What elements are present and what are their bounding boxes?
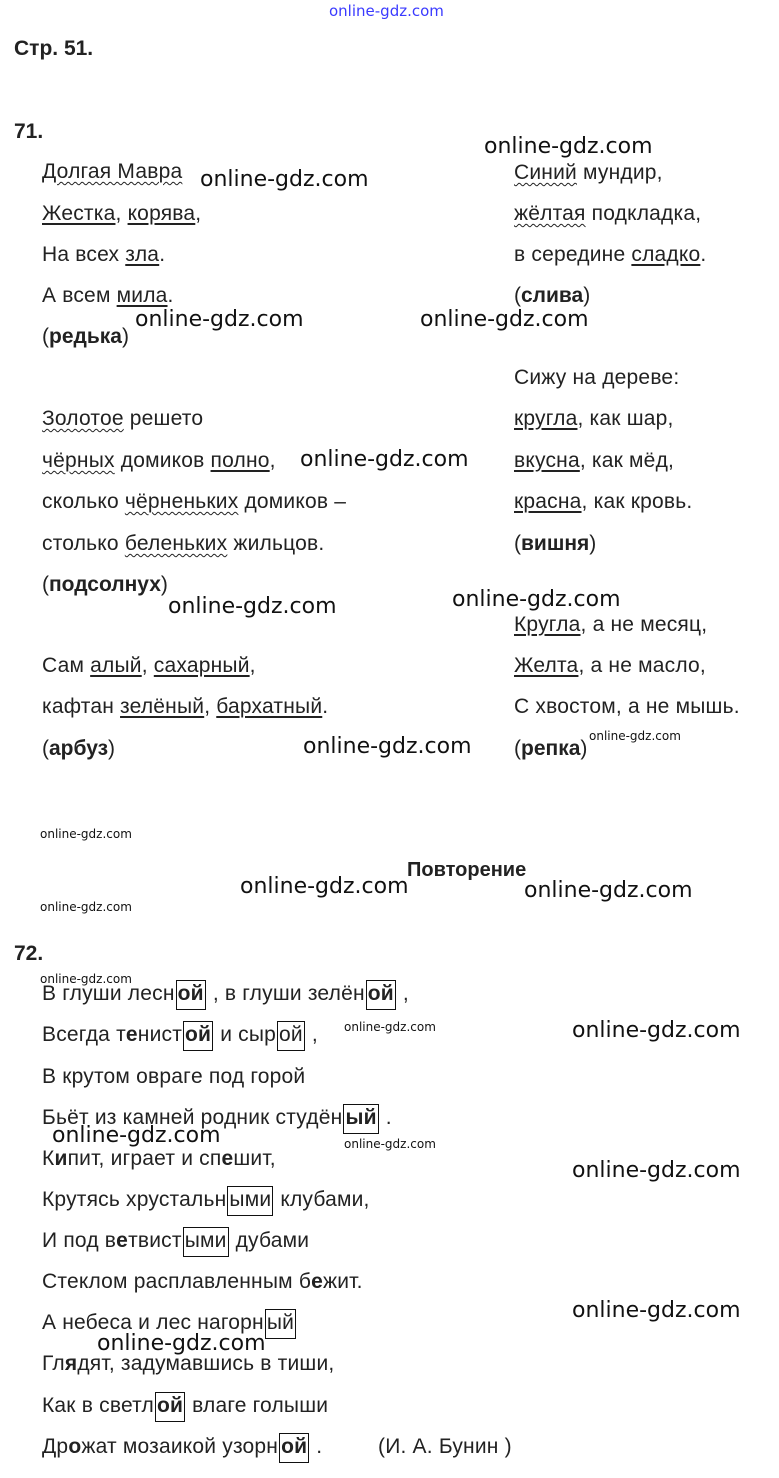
- riddle-3-line-1: [42, 654, 256, 678]
- text: .: [310, 1435, 323, 1458]
- comma: ,: [115, 202, 122, 225]
- text: Как в светл: [42, 1394, 154, 1417]
- text: ,: [141, 654, 154, 677]
- watermark: online-gdz.com: [300, 447, 469, 472]
- answer-word: вишня: [521, 532, 590, 555]
- riddle-6-line-3: С хвостом, а не мышь.: [514, 695, 740, 718]
- text: И под в: [42, 1229, 117, 1252]
- text: Сам: [42, 654, 91, 677]
- section-heading: Повторение: [407, 859, 527, 881]
- text: домиков –: [238, 490, 347, 513]
- riddle-2-line-3: [42, 490, 346, 514]
- text: решето: [123, 407, 204, 430]
- text: ,: [396, 982, 409, 1005]
- ending-box: ыми: [183, 1227, 229, 1257]
- watermark: online-gdz.com: [572, 1298, 741, 1323]
- period: .: [159, 243, 166, 266]
- answer-word: редька: [49, 325, 122, 348]
- ending-box: ой: [277, 1021, 305, 1051]
- vowel-highlight: е: [116, 1229, 129, 1252]
- riddle-5-answer: (вишня): [514, 532, 597, 555]
- text: ,: [305, 1023, 318, 1046]
- text: А небеса и лес нагорн: [42, 1311, 264, 1334]
- riddle-3-word-sakharnyi: сахарный: [153, 654, 250, 677]
- riddle-3-word-zelenyi: зелёный: [120, 695, 205, 718]
- riddle-1-answer: (редька): [42, 325, 129, 348]
- text: сколько: [42, 490, 125, 513]
- riddle-1-word-zhestka: Жестка: [42, 202, 116, 225]
- text: В крутом оврагe под горой: [42, 1065, 306, 1088]
- watermark: online-gdz.com: [52, 1123, 221, 1148]
- watermark-small: online-gdz.com: [344, 1020, 436, 1034]
- riddle-6-answer: (репка): [514, 737, 588, 760]
- watermark-small: online-gdz.com: [344, 1137, 436, 1151]
- riddle-6-word-krugla: Кругла: [514, 613, 581, 636]
- answer-word: слива: [521, 284, 584, 307]
- watermark: online-gdz.com: [200, 167, 369, 192]
- text: , как мёд,: [579, 449, 675, 472]
- riddle-2-word-chernykh: чёрных: [42, 449, 115, 472]
- riddle-2-line-4: [42, 532, 324, 556]
- ending-box: ой: [183, 1021, 213, 1051]
- text: В глуши лесн: [42, 982, 175, 1005]
- text: , как кровь.: [581, 490, 693, 513]
- poem-line-2: [42, 1021, 318, 1051]
- text: жильцов.: [227, 532, 325, 555]
- answer-word: арбуз: [49, 737, 109, 760]
- period: .: [167, 284, 174, 307]
- text: подкладка,: [585, 202, 702, 225]
- watermark: online-gdz.com: [303, 734, 472, 759]
- riddle-1-word-mila: мила: [116, 284, 168, 307]
- riddle-4-answer: (слива): [514, 284, 591, 307]
- poem-line-6: [42, 1186, 370, 1216]
- watermark: online-gdz.com: [484, 134, 653, 159]
- ending-box: ой: [279, 1433, 309, 1463]
- vowel-highlight: е: [125, 1023, 138, 1046]
- riddle-5-line-3: [514, 449, 674, 473]
- watermark: online-gdz.com: [524, 878, 693, 903]
- text: Всегда т: [42, 1023, 126, 1046]
- riddle-4-line-2: [514, 202, 701, 226]
- vowel-highlight: е: [221, 1147, 234, 1170]
- watermark: online-gdz.com: [420, 307, 589, 332]
- text: дубами: [229, 1229, 310, 1252]
- riddle-1-line-3: [42, 243, 165, 267]
- text: в середине: [514, 243, 632, 266]
- poem-line-7: [42, 1227, 309, 1257]
- text: Бьёт из камней родник студён: [42, 1106, 343, 1129]
- riddle-3-line-2: [42, 695, 328, 719]
- text: Др: [42, 1435, 69, 1458]
- text: домиков: [114, 449, 211, 472]
- vowel-highlight: е: [311, 1270, 323, 1293]
- riddle-3-answer: (арбуз): [42, 737, 116, 760]
- text: , в глуши зелён: [206, 982, 365, 1005]
- text: А всем: [42, 284, 117, 307]
- riddle-2-line-1: [42, 407, 203, 431]
- riddle-2-word-chernenkikh: чёрненьких: [124, 490, 239, 513]
- text: столько: [42, 532, 125, 555]
- comma: ,: [195, 202, 202, 225]
- period: .: [700, 243, 707, 266]
- page-label: Стр. 51.: [14, 37, 94, 60]
- text: ,: [204, 695, 217, 718]
- text: пит, играет и сп: [67, 1147, 222, 1170]
- riddle-6-word-zhelta: Желта: [514, 654, 579, 677]
- text: Крутясь хрустальн: [42, 1188, 227, 1211]
- ending-box: ой: [366, 980, 396, 1010]
- riddle-1-line-2: [42, 202, 201, 226]
- vowel-highlight: о: [68, 1435, 82, 1458]
- poem-line-3: [42, 1065, 305, 1089]
- poem-line-8: [42, 1270, 363, 1294]
- answer-word: подсолнух: [49, 573, 161, 596]
- ending-box: ыми: [227, 1186, 273, 1216]
- text: , как шар,: [577, 407, 674, 430]
- riddle-5-line-2: [514, 407, 674, 431]
- riddle-2-word-belenkikh: беленьких: [124, 532, 228, 555]
- poem-author: (И. А. Бунин ): [378, 1435, 512, 1458]
- watermark-small: online-gdz.com: [40, 827, 132, 841]
- exercise-72-number: 72.: [14, 942, 44, 965]
- riddle-5-word-krugla: кругла: [514, 407, 578, 430]
- watermark-small: online-gdz.com: [589, 729, 681, 743]
- vowel-highlight: я: [64, 1352, 78, 1375]
- riddle-2-answer: (подсолнух): [42, 573, 168, 596]
- comma: ,: [249, 654, 256, 677]
- watermark: online-gdz.com: [452, 587, 621, 612]
- riddle-3-word-barkhatnyi: бархатный: [216, 695, 323, 718]
- comma: ,: [269, 449, 276, 472]
- riddle-4-word-sinii: Синий: [514, 161, 577, 184]
- text: .: [379, 1106, 392, 1129]
- riddle-5-line-1: Сижу на дереве:: [514, 366, 680, 389]
- ending-box: ой: [155, 1392, 185, 1422]
- ending-box: ой: [176, 980, 206, 1010]
- poem-line-11: [42, 1392, 328, 1422]
- riddle-2-word-polno: полно: [210, 449, 270, 472]
- watermark: online-gdz.com: [168, 594, 337, 619]
- text: жат мозаикой узорн: [81, 1435, 279, 1458]
- riddle-6-line-1: [514, 613, 707, 637]
- text: К: [42, 1147, 55, 1170]
- riddle-1-word-zla: зла: [125, 243, 160, 266]
- text: Стеклом расплавленным б: [42, 1270, 312, 1293]
- watermark-small: online-gdz.com: [40, 900, 132, 914]
- riddle-5-line-4: [514, 490, 692, 514]
- watermark: online-gdz.com: [240, 874, 409, 899]
- watermark: online-gdz.com: [97, 1331, 266, 1356]
- text: кафтан: [42, 695, 121, 718]
- text: , а не масло,: [578, 654, 706, 677]
- text: мундир,: [576, 161, 663, 184]
- riddle-1-line-4: [42, 284, 174, 308]
- text: жит.: [322, 1270, 363, 1293]
- top-watermark: online-gdz.com: [329, 2, 444, 20]
- riddle-1-subject: Долгая Мавра: [42, 160, 183, 183]
- text: нист: [137, 1023, 183, 1046]
- answer-word: репка: [521, 737, 581, 760]
- ending-box: ый: [343, 1104, 378, 1134]
- text: Гл: [42, 1352, 65, 1375]
- ending-box: ый: [265, 1309, 296, 1339]
- riddle-4-line-3: [514, 243, 706, 267]
- riddle-6-line-2: [514, 654, 706, 678]
- riddle-3-word-alyi: алый: [90, 654, 142, 677]
- poem-line-5: [42, 1147, 276, 1171]
- text: и сыр: [214, 1023, 277, 1046]
- text: влаге голыши: [186, 1394, 329, 1417]
- exercise-71-number: 71.: [14, 120, 44, 143]
- riddle-5-word-vkusna: вкусна: [514, 449, 580, 472]
- riddle-2-line-2: [42, 449, 276, 473]
- watermark-small: online-gdz.com: [40, 972, 132, 986]
- period: .: [322, 695, 329, 718]
- text: клубами,: [274, 1188, 370, 1211]
- riddle-1-word-koryava: корява: [127, 202, 196, 225]
- riddle-4-word-sladko: сладко: [631, 243, 701, 266]
- riddle-5-word-krasna: красна: [514, 490, 582, 513]
- text: шит,: [233, 1147, 276, 1170]
- text: На всех: [42, 243, 126, 266]
- poem-line-12: [42, 1433, 322, 1463]
- text: твист: [128, 1229, 182, 1252]
- text: дят, задумавшись в тиши,: [77, 1352, 335, 1375]
- riddle-2-word-zolotoe: Золотое: [42, 407, 124, 430]
- riddle-4-line-1: [514, 161, 663, 185]
- watermark: online-gdz.com: [135, 307, 304, 332]
- riddle-4-word-zheltaya: жёлтая: [514, 202, 586, 225]
- riddle-1-line-1: [42, 160, 182, 184]
- text: , а не месяц,: [580, 613, 708, 636]
- watermark: online-gdz.com: [572, 1158, 741, 1183]
- watermark: online-gdz.com: [572, 1018, 741, 1043]
- vowel-highlight: и: [54, 1147, 68, 1170]
